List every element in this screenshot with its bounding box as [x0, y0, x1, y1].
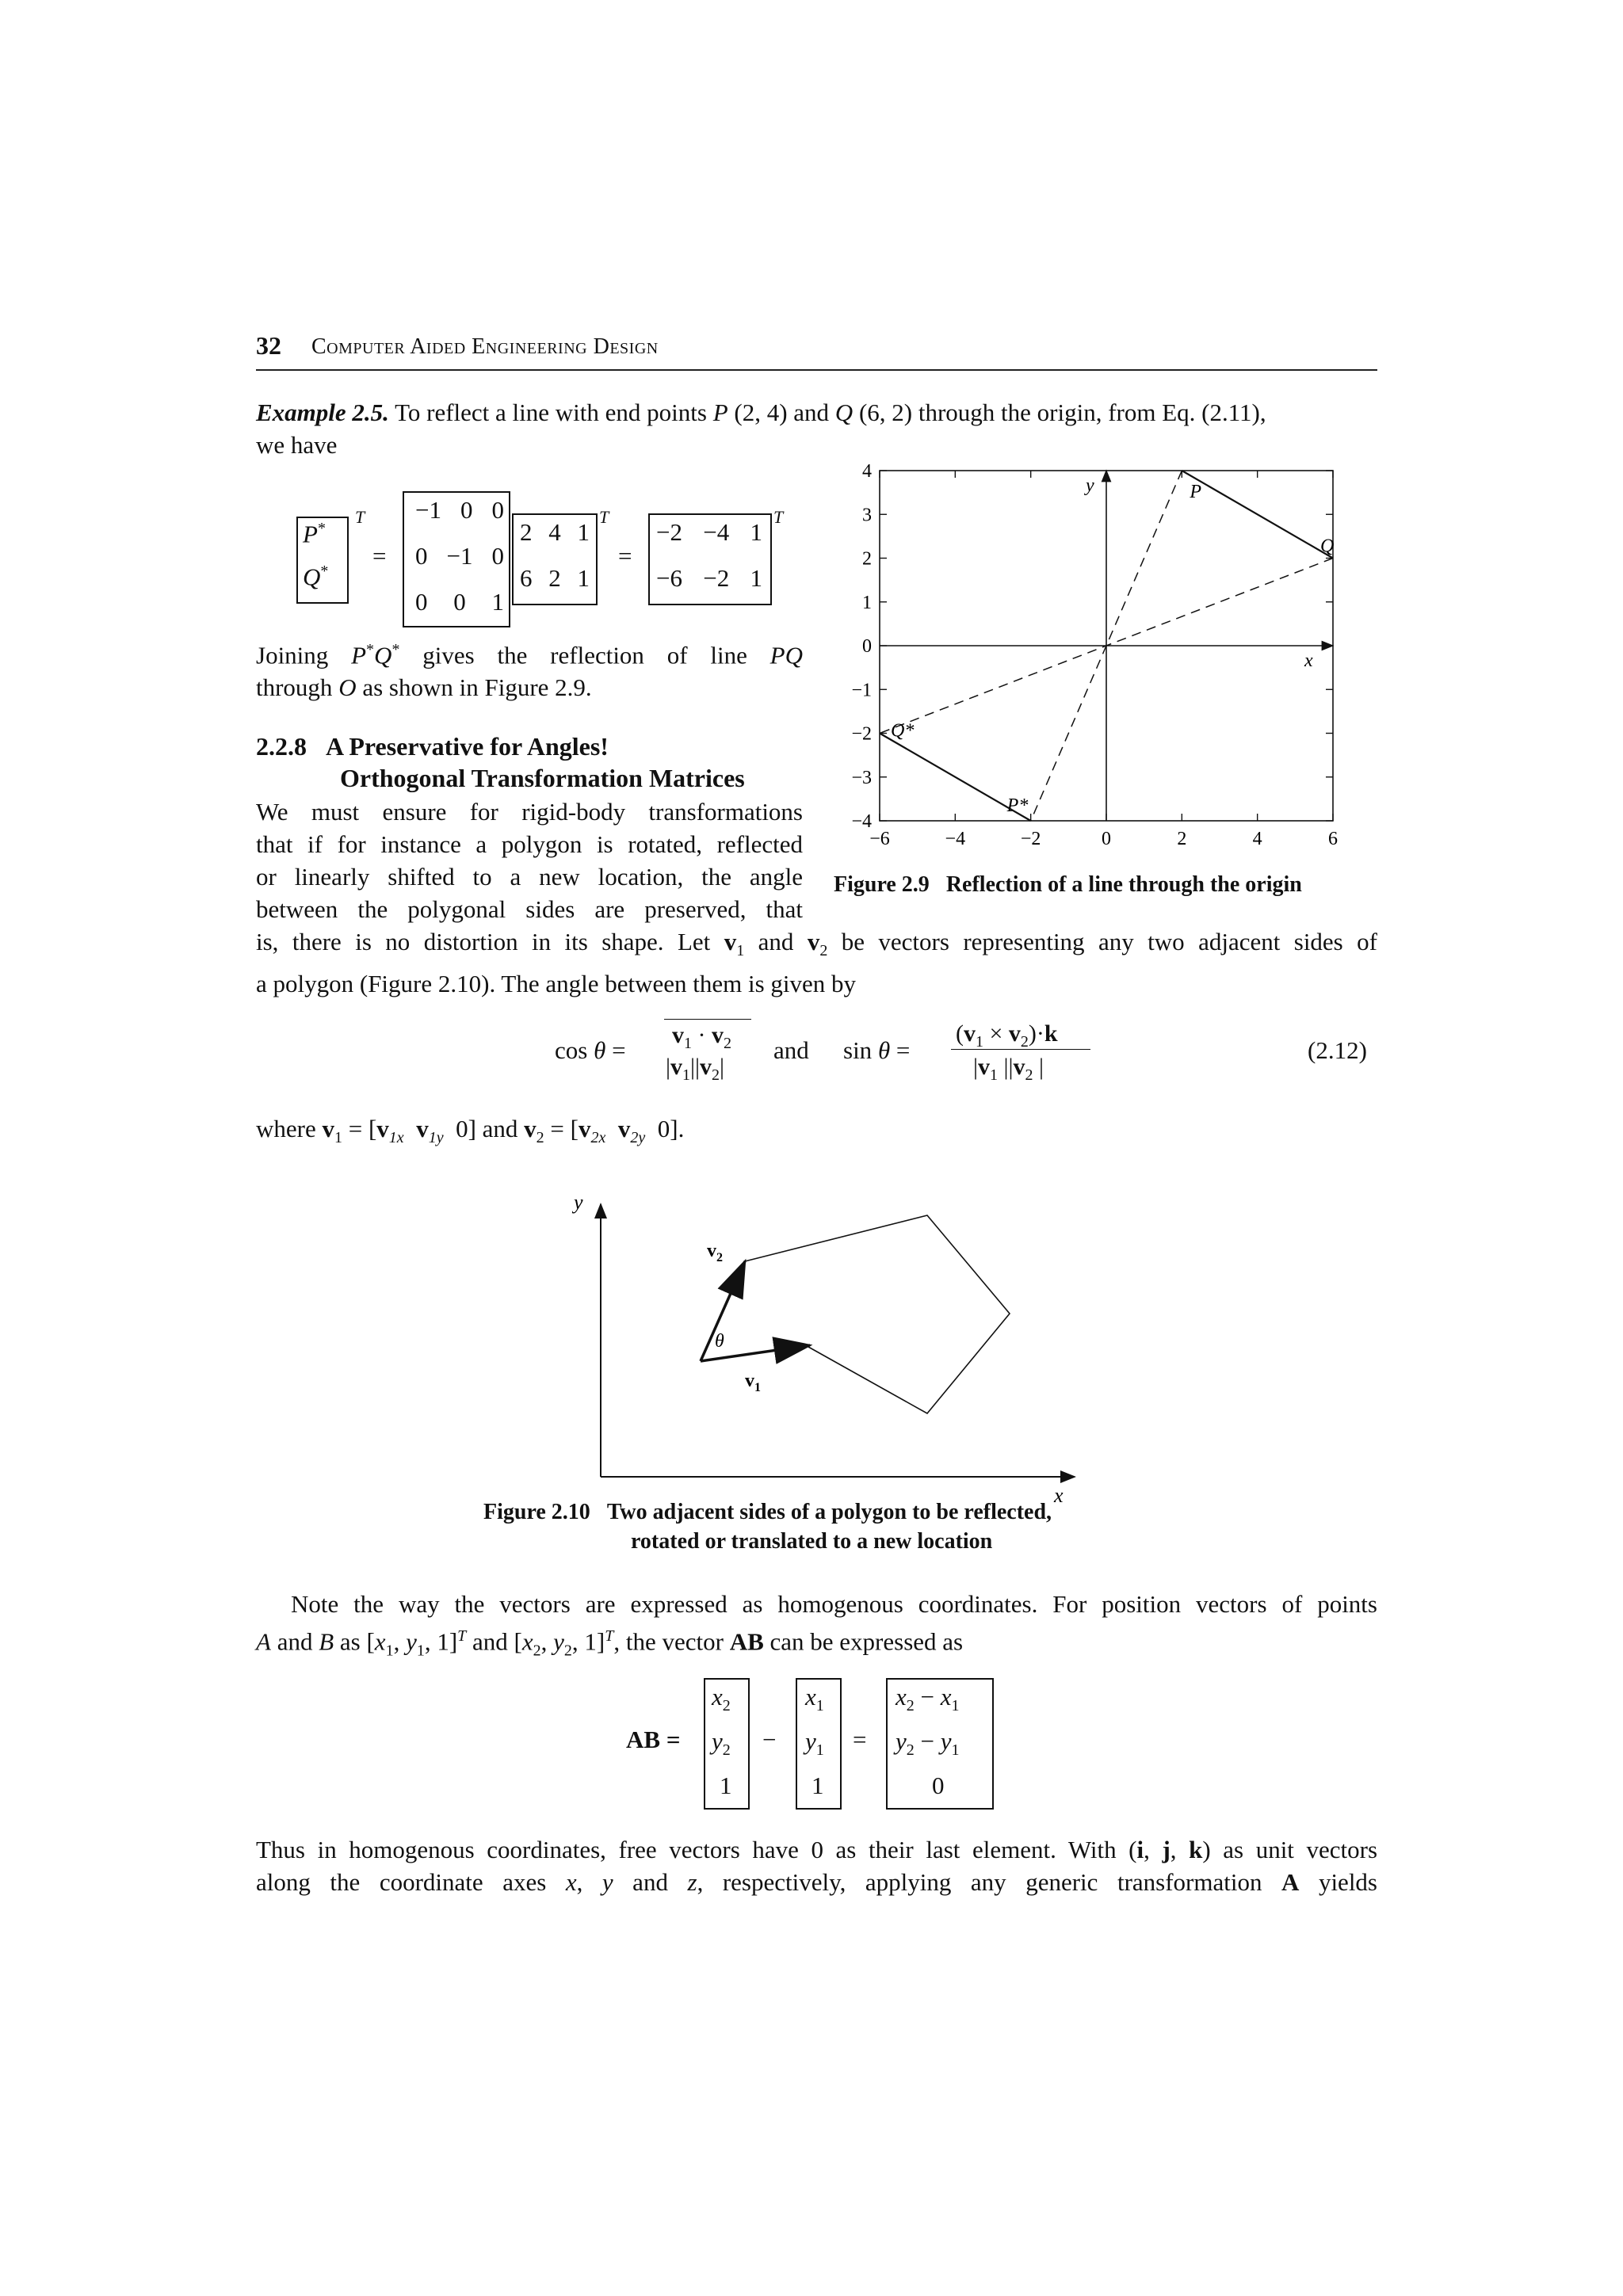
y-tick-label: −3	[851, 767, 872, 788]
figure-label: Figure 2.10	[483, 1500, 590, 1524]
m-cell: 0	[491, 542, 504, 570]
eq: =	[666, 1726, 681, 1753]
bar: |	[1008, 1054, 1014, 1080]
x: x	[374, 1627, 386, 1656]
m-cell: 2	[548, 564, 561, 592]
figure-caption-line1: Two adjacent sides of a polygon to be reflected,	[606, 1500, 1052, 1524]
t: T	[457, 1627, 467, 1645]
section-heading	[256, 730, 811, 794]
y: y	[940, 1727, 952, 1755]
eq: = [	[544, 1115, 579, 1142]
eq: = [	[342, 1115, 377, 1142]
body-line: between the polygonal sides are preserved, that	[256, 895, 803, 923]
m-cell: 0	[415, 588, 428, 616]
m-cell: 1	[577, 518, 590, 546]
as: as [	[334, 1627, 375, 1656]
m-cell: 0	[491, 496, 504, 524]
one: 1	[720, 1772, 732, 1799]
bar: |	[973, 1054, 979, 1080]
m-cell: 4	[548, 518, 561, 546]
thus-paragraph	[256, 1833, 1377, 1898]
and: and	[475, 1115, 525, 1142]
j: j	[1162, 1836, 1170, 1863]
rpar: )	[1028, 1020, 1037, 1047]
figure-caption-text: Reflection of a line through the origin	[945, 872, 1302, 897]
m-cell: −1	[446, 542, 473, 570]
sub-2y: 2y	[630, 1129, 646, 1147]
and: and	[773, 1036, 809, 1064]
x-tick-label: 2	[1177, 829, 1187, 849]
sub: 1	[951, 1697, 960, 1715]
and: and	[613, 1868, 688, 1896]
section-title-1: A Preservative for Angles!	[326, 732, 609, 761]
y-tick-label: 2	[862, 548, 872, 570]
y-tick-label: −2	[851, 723, 872, 745]
sub: 2	[563, 1642, 572, 1660]
tail: , 1]	[571, 1627, 605, 1656]
y-tick-label: 3	[862, 505, 872, 526]
body-text: be vectors representing any two adjacent sides of	[827, 928, 1377, 955]
point-label: Q*	[891, 720, 915, 742]
figure-caption-line2: rotated or translated to a new location	[631, 1529, 993, 1554]
joining-text: as shown in Figure 2.9.	[356, 673, 592, 702]
body-line: that if for instance a polygon is rotated, reflected	[256, 830, 803, 858]
body-paragraph-full	[256, 925, 1377, 1000]
sub: 2	[906, 1741, 915, 1760]
y-axis-label: y	[1086, 475, 1094, 496]
equals-1: =	[372, 542, 387, 570]
v: v	[376, 1115, 389, 1142]
v: v	[724, 928, 737, 955]
y: y	[553, 1627, 564, 1656]
k: k	[1189, 1836, 1203, 1863]
x-axis-label: x	[1304, 650, 1313, 671]
sub: 2	[819, 942, 828, 960]
sub: 1	[416, 1642, 425, 1660]
x: x	[940, 1683, 952, 1711]
v1-label: $v_1$	[745, 1371, 761, 1394]
v: v	[617, 1115, 631, 1142]
comma: ,	[393, 1627, 407, 1656]
x-tick-label: −6	[869, 829, 890, 849]
minus: −	[914, 1727, 941, 1755]
reflection-matrix-equation	[285, 491, 824, 634]
m-cell: 0	[460, 496, 473, 524]
ab: AB	[626, 1726, 661, 1753]
bar: |	[690, 1054, 696, 1080]
y-axis-label: y	[574, 1191, 583, 1214]
x: x	[565, 1868, 577, 1896]
y: y	[805, 1727, 816, 1755]
v: v	[578, 1115, 591, 1142]
body-text: and	[744, 928, 808, 955]
m-cell: 6	[520, 564, 533, 592]
v: v	[322, 1115, 334, 1142]
body-line: or linearly shifted to a new location, the angle	[256, 863, 803, 891]
thus-text: , respectively, applying any generic transformation	[697, 1868, 1282, 1896]
comma: ,	[1170, 1836, 1190, 1863]
thus-text: yields	[1299, 1868, 1377, 1896]
sub-1x: 1x	[388, 1129, 404, 1147]
one: 1	[812, 1772, 824, 1799]
equals: =	[612, 1036, 626, 1064]
y-tick-label: −4	[851, 811, 872, 832]
comma: ,	[1144, 1836, 1163, 1863]
point-p: P	[712, 399, 728, 426]
tail2: , the vector	[613, 1627, 730, 1656]
example-line2: we have	[256, 431, 338, 459]
page-header	[256, 331, 1377, 371]
z: z	[687, 1868, 697, 1896]
minus: −	[914, 1683, 941, 1711]
figure-2-10-caption	[483, 1497, 1197, 1556]
figure-label: Figure 2.9	[834, 872, 930, 897]
series-line-0	[1182, 471, 1333, 559]
sub: 1	[385, 1642, 394, 1660]
thus-text: ) as unit vectors	[1202, 1836, 1378, 1863]
p: P	[351, 641, 367, 669]
x: x	[712, 1683, 723, 1711]
and2: and [	[466, 1627, 522, 1656]
m-cell: 0	[453, 588, 466, 616]
y: y	[712, 1727, 723, 1755]
transpose-3: T	[773, 507, 784, 527]
transpose-2: T	[599, 507, 609, 527]
m-cell: −2	[703, 564, 730, 592]
equals: =	[896, 1036, 911, 1064]
i: i	[1136, 1836, 1144, 1863]
point-label: P*	[1006, 795, 1029, 816]
joining-text: Joining	[256, 641, 352, 669]
sub: 1	[815, 1741, 824, 1760]
thus-text: Thus in homogenous coordinates, free vectors have 0 as their last element. With (	[256, 1836, 1137, 1863]
figure-2-10-diagram	[555, 1188, 1094, 1505]
note-paragraph	[256, 1588, 1377, 1668]
tail3: can be expressed as	[763, 1627, 964, 1656]
m-cell: −1	[415, 496, 441, 524]
note-line1: Note the way the vectors are expressed as homogenous coordinates. For position vectors of points	[291, 1590, 1377, 1618]
point-label: Q	[1320, 536, 1335, 557]
example-text: To reflect a line with end points	[388, 399, 713, 426]
and: and	[270, 1627, 319, 1656]
star: *	[320, 563, 329, 580]
m-cell: −2	[656, 518, 682, 546]
sub: 2	[722, 1697, 731, 1715]
page-number: 32	[256, 331, 281, 360]
t: T	[605, 1627, 614, 1645]
sub-2x: 2x	[590, 1129, 606, 1147]
end: 0].	[657, 1115, 685, 1142]
m-cell: 1	[750, 564, 762, 592]
equation-2-12: cos θ = $v_1 \cdot v_2$ $|v_1||v_2|$ and sin θ = $(v_1 \times v_2)\cdot k$ $|v_1$ $||v_2$ | (2.12)	[555, 1020, 1367, 1084]
dot: ·	[1036, 1020, 1044, 1047]
body-paragraph	[256, 795, 803, 925]
x: x	[521, 1627, 533, 1656]
sub: 1	[951, 1741, 960, 1760]
p-coords: (2, 4) and	[727, 399, 835, 426]
v: v	[524, 1115, 537, 1142]
y-tick-label: 0	[862, 636, 872, 657]
figure-2-9-caption	[834, 870, 1388, 899]
body-line: We must ensure for rigid-body transformations	[256, 798, 803, 826]
sub: 2	[906, 1697, 915, 1715]
joining-text: through	[256, 673, 339, 702]
section-number: 2.2.8	[256, 732, 307, 761]
sub: 2	[722, 1741, 731, 1760]
where: where	[256, 1115, 323, 1142]
q-coords: (6, 2) through the origin, from Eq. (2.11),	[853, 399, 1266, 426]
ab: AB	[729, 1627, 764, 1656]
y: y	[601, 1868, 613, 1896]
running-title: Computer Aided Engineering Design	[311, 334, 659, 359]
y-tick-label: 1	[862, 592, 872, 613]
lpar: (	[956, 1020, 964, 1047]
a: A	[256, 1627, 271, 1656]
point-q: Q	[834, 399, 854, 426]
equation-number: (2.12)	[1308, 1036, 1367, 1064]
example-label: Example 2.5.	[256, 399, 389, 426]
x: x	[896, 1683, 907, 1711]
theta: θ	[877, 1036, 891, 1064]
m-cell: 1	[750, 518, 762, 546]
y: y	[406, 1627, 417, 1656]
lhs-p: P	[303, 520, 318, 548]
bar: |	[720, 1054, 725, 1080]
comma: ,	[540, 1627, 554, 1656]
tail: , 1]	[424, 1627, 458, 1656]
v2-label: $v_2$	[707, 1241, 723, 1264]
a: A	[1281, 1868, 1300, 1896]
bar: |	[1039, 1054, 1044, 1080]
body-text: is, there is no distortion in its shape. Let	[256, 928, 724, 955]
x-tick-label: 0	[1102, 829, 1111, 849]
m-cell: −4	[703, 518, 730, 546]
m-cell: 1	[491, 588, 504, 616]
x: x	[805, 1683, 816, 1711]
lhs-q: Q	[303, 563, 321, 591]
y: y	[896, 1727, 907, 1755]
theta: θ	[594, 1036, 606, 1064]
body-line: a polygon (Figure 2.10). The angle between them is given by	[256, 970, 857, 998]
m-cell: 1	[577, 564, 590, 592]
figure-2-9-chart	[824, 452, 1387, 879]
x-tick-label: 4	[1252, 829, 1262, 849]
cross: ×	[989, 1020, 1003, 1047]
star: *	[317, 520, 326, 537]
y-tick-label: 4	[862, 461, 872, 482]
x-tick-label: 6	[1328, 829, 1338, 849]
thus-text: along the coordinate axes	[256, 1868, 566, 1896]
sub: 2	[533, 1642, 541, 1660]
sin: sin	[843, 1036, 873, 1064]
bar: |	[695, 1054, 701, 1080]
where-line: where $v_1 = [v_{1x}$ $v_{1y}$ 0] and $v_2 = [v_{2x}$ $v_{2y}$ 0].	[256, 1115, 685, 1147]
section-title-2: Orthogonal Transformation Matrices	[340, 764, 745, 792]
polygon-outline	[745, 1215, 1010, 1413]
pq: PQ	[769, 641, 803, 669]
x-tick-label: −2	[1020, 829, 1041, 849]
zero: 0	[932, 1772, 945, 1799]
star: *	[391, 641, 400, 658]
sep: ,	[576, 1868, 602, 1896]
x-tick-label: −4	[945, 829, 966, 849]
minus: −	[762, 1726, 777, 1753]
m-cell: −6	[656, 564, 682, 592]
dot: ·	[697, 1022, 706, 1048]
sub: 1	[736, 942, 745, 960]
equals-2: =	[618, 542, 632, 570]
ab-equation	[626, 1676, 1022, 1811]
close: 0]	[456, 1115, 476, 1142]
x-axis-label: x	[1054, 1484, 1064, 1505]
v: v	[807, 928, 820, 955]
bar: |	[666, 1054, 671, 1080]
theta-label: θ	[715, 1331, 724, 1352]
b: B	[319, 1627, 334, 1656]
bar: |	[1003, 1054, 1009, 1080]
q: Q	[374, 641, 392, 669]
cos: cos	[555, 1036, 588, 1064]
v: v	[416, 1115, 429, 1142]
y-tick-label: −1	[851, 680, 872, 701]
sub: 1	[815, 1697, 824, 1715]
sub-1y: 1y	[428, 1129, 444, 1147]
eq: =	[853, 1726, 867, 1753]
joining-paragraph	[256, 634, 803, 704]
k: k	[1044, 1020, 1058, 1047]
m-cell: 0	[415, 542, 428, 570]
point-label: P	[1190, 482, 1202, 502]
m-cell: 2	[520, 518, 533, 546]
star: *	[366, 641, 375, 658]
joining-text: gives the reflection of line	[399, 641, 770, 669]
o: O	[338, 673, 357, 702]
transpose-1: T	[355, 507, 365, 527]
